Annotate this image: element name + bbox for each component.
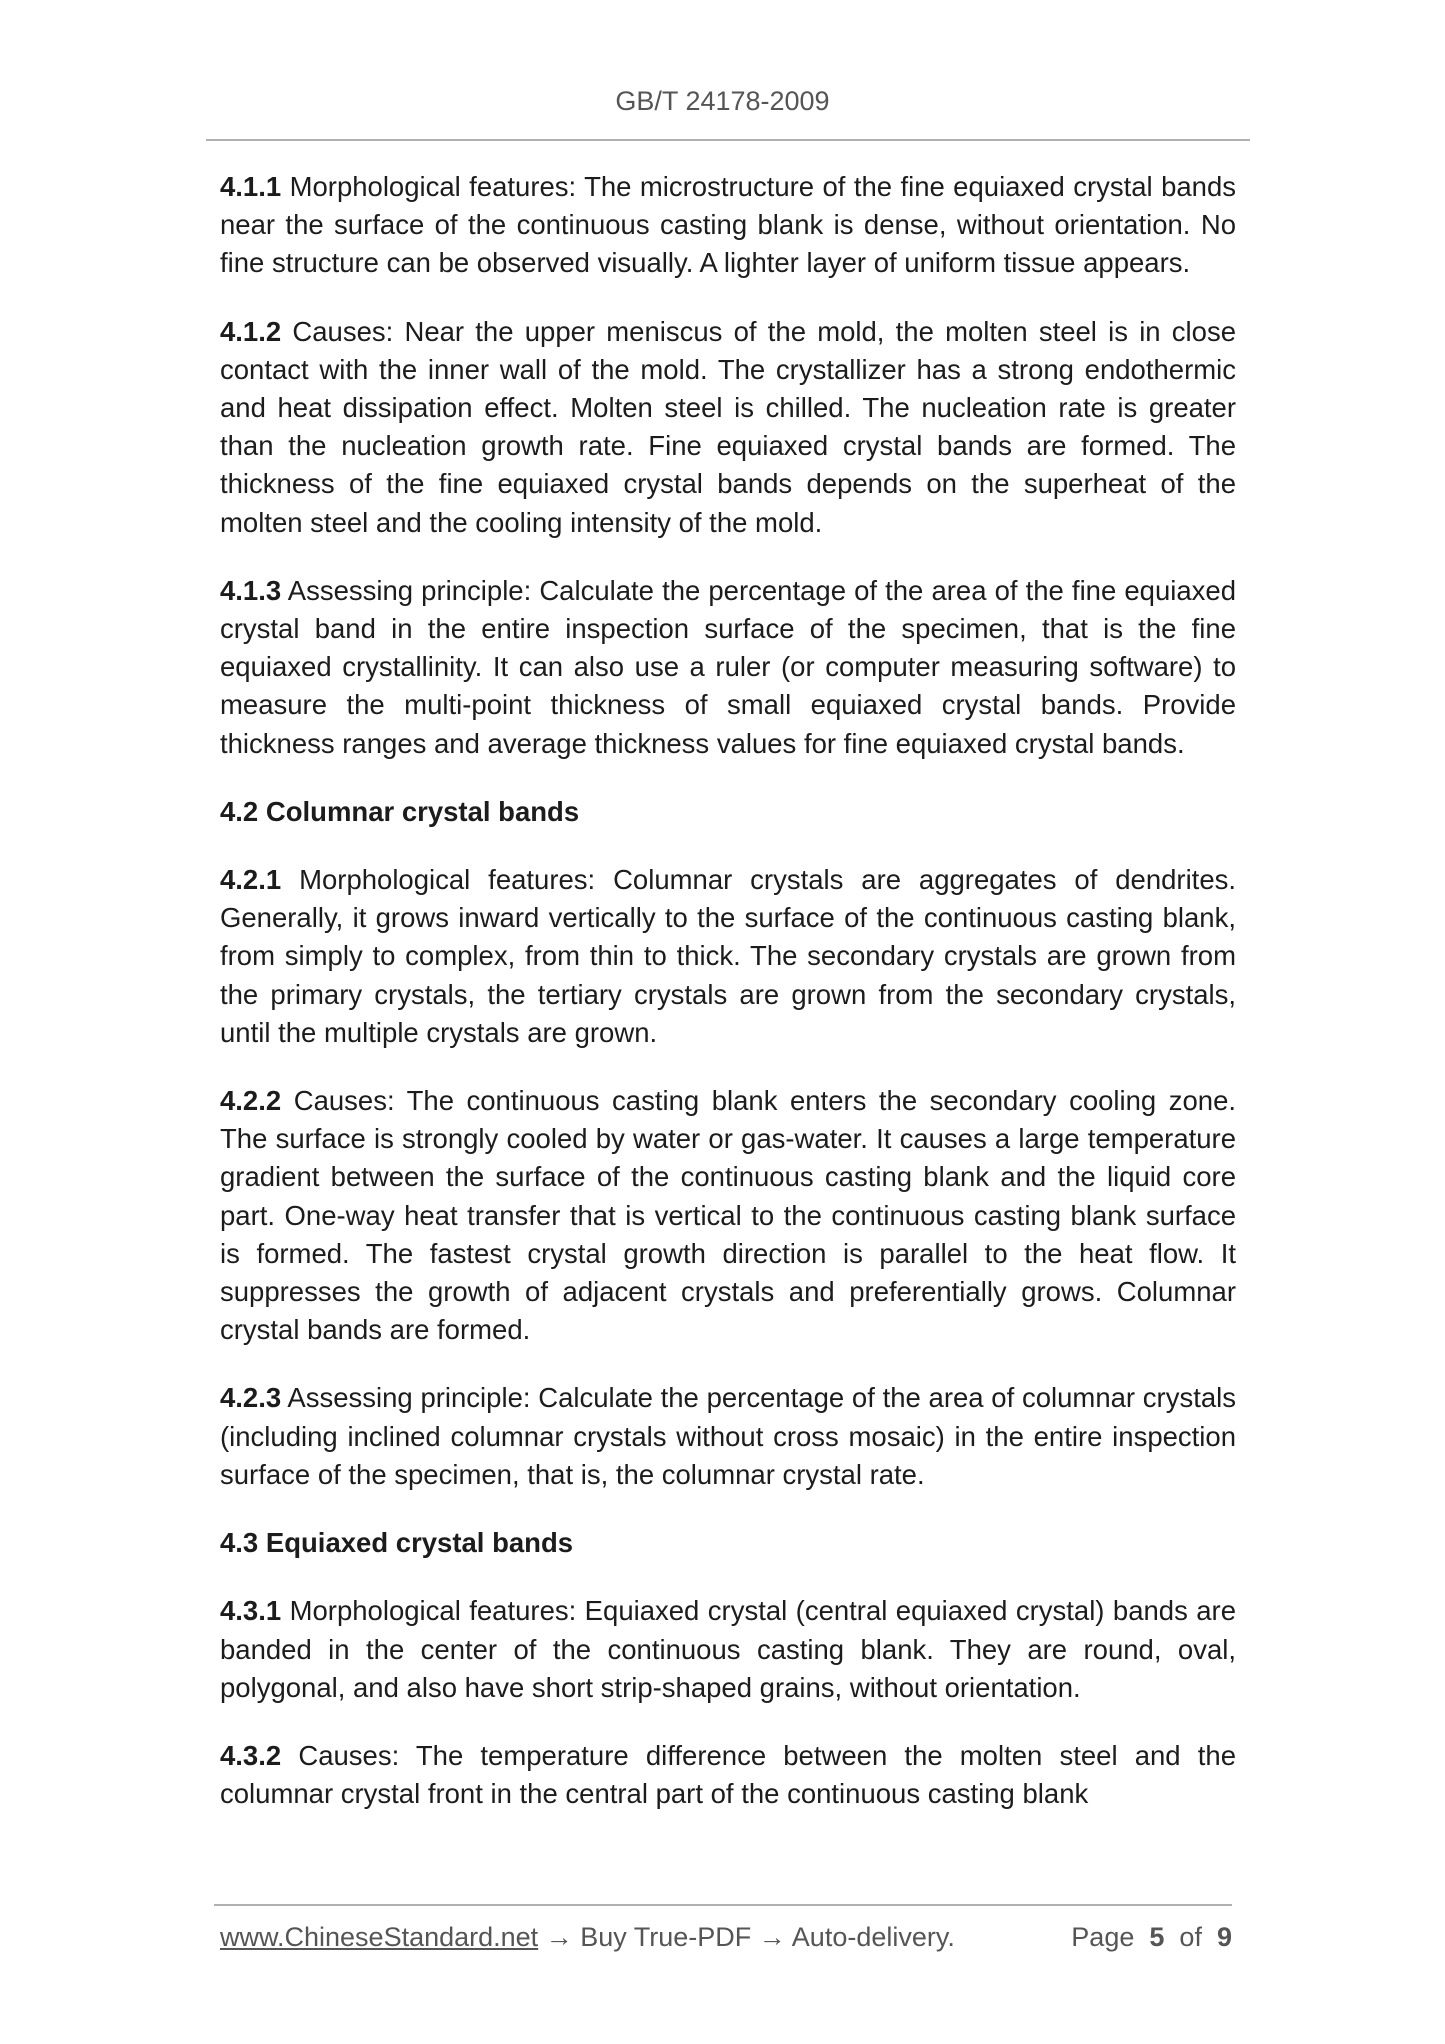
clause-paragraph [220, 313, 1236, 542]
clause-text: Morphological features: Columnar crystals are aggregates of dendrites. Generally, it grows inward vertically to the surface of the continuous casting blank, from simply to complex, from thin to thick. The secondary crystals are grown from the primary crystals, the tertiary crystals are grown from the secondary crystals, until the multiple crystals are grown. [220, 864, 1237, 1048]
clause-paragraph [220, 168, 1236, 283]
arrow-icon: → [758, 1922, 786, 1952]
clause-paragraph [220, 1592, 1236, 1707]
page-number: Page 5 of 9 [1071, 1922, 1232, 1952]
clause-paragraph [220, 1379, 1236, 1494]
document-header: GB/T 24178-2009 [615, 86, 830, 116]
clause-paragraph [220, 1737, 1236, 1813]
section-heading: 4.3 Equiaxed crystal bands [220, 1527, 574, 1559]
clause-number: 4.1.3 [220, 574, 282, 606]
header-divider [206, 139, 1250, 141]
footer-divider [214, 1904, 1232, 1906]
clause-number: 4.2.1 [220, 864, 282, 896]
clause-number: 4.3.1 [220, 1595, 282, 1627]
clause-text: Causes: The temperature difference between the molten steel and the columnar crystal front in the central part of the continuous casting blank [220, 1739, 1236, 1810]
section-heading: 4.2 Columnar crystal bands [220, 795, 580, 827]
buy-text: Buy True-PDF [580, 1922, 752, 1952]
arrow-icon: → [545, 1922, 573, 1952]
clause-paragraph [220, 861, 1236, 1052]
document-body [220, 168, 1236, 1843]
clause-text: Causes: The continuous casting blank enters the secondary cooling zone. The surface is strongly cooled by water or gas-water. It causes a large temperature gradient between the surface of the continuous casting blank and the liquid core part. One-way heat transfer that is vertical to the continuous casting blank surface is formed. The fastest crystal growth direction is parallel to the heat flow. It suppresses the growth of adjacent crystals and preferentially grows. Columnar crystal bands are formed. [220, 1085, 1237, 1346]
clause-text: Causes: Near the upper meniscus of the mold, the molten steel is in close contact with the inner wall of the mold. The crystallizer has a strong endothermic and heat dissipation effect. Molten steel is chilled. The nucleation rate is greater than the nucleation growth rate. Fine equiaxed crystal bands are formed. The thickness of the fine equiaxed crystal bands depends on the superheat of the molten steel and the cooling intensity of the mold. [220, 315, 1237, 538]
clause-text: Assessing principle: Calculate the percentage of the area of the fine equiaxed crystal band in the entire inspection surface of the specimen, that is the fine equiaxed crystallinity. It can also use a ruler (or computer measuring software) to measure the multi-point thickness of small equiaxed crystal bands. Provide thickness ranges and average thickness values for fine equiaxed crystal bands. [220, 574, 1236, 759]
website-link[interactable]: www.ChineseStandard.net [220, 1922, 539, 1952]
clause-paragraph [220, 572, 1236, 763]
current-page: 5 [1149, 1922, 1165, 1952]
clause-paragraph [220, 1082, 1236, 1349]
clause-number: 4.3.2 [220, 1739, 282, 1771]
clause-text: Assessing principle: Calculate the percentage of the area of columnar crystals (including inclined columnar crystals without cross mosaic) in the entire inspection surface of the specimen, that is, the columnar crystal rate. [220, 1382, 1237, 1490]
clause-number: 4.2.2 [220, 1085, 282, 1117]
clause-number: 4.1.2 [220, 315, 282, 347]
footer-promo [220, 1922, 955, 1953]
clause-number: 4.1.1 [220, 171, 282, 202]
total-pages: 9 [1216, 1922, 1232, 1952]
clause-text: Morphological features: Equiaxed crystal (central equiaxed crystal) bands are banded in the center of the continuous casting blank. They are round, oval, polygonal, and also have short strip-shaped grains, without orientation. [220, 1595, 1237, 1703]
clause-text: Morphological features: The microstructure of the fine equiaxed crystal bands near the surface of the continuous casting blank is dense, without orientation. No fine structure can be observed visually. A lighter layer of uniform tissue appears. [220, 171, 1236, 279]
page-footer [220, 1922, 1232, 1953]
delivery-text: Auto-delivery. [791, 1922, 955, 1952]
clause-number: 4.2.3 [220, 1382, 282, 1414]
